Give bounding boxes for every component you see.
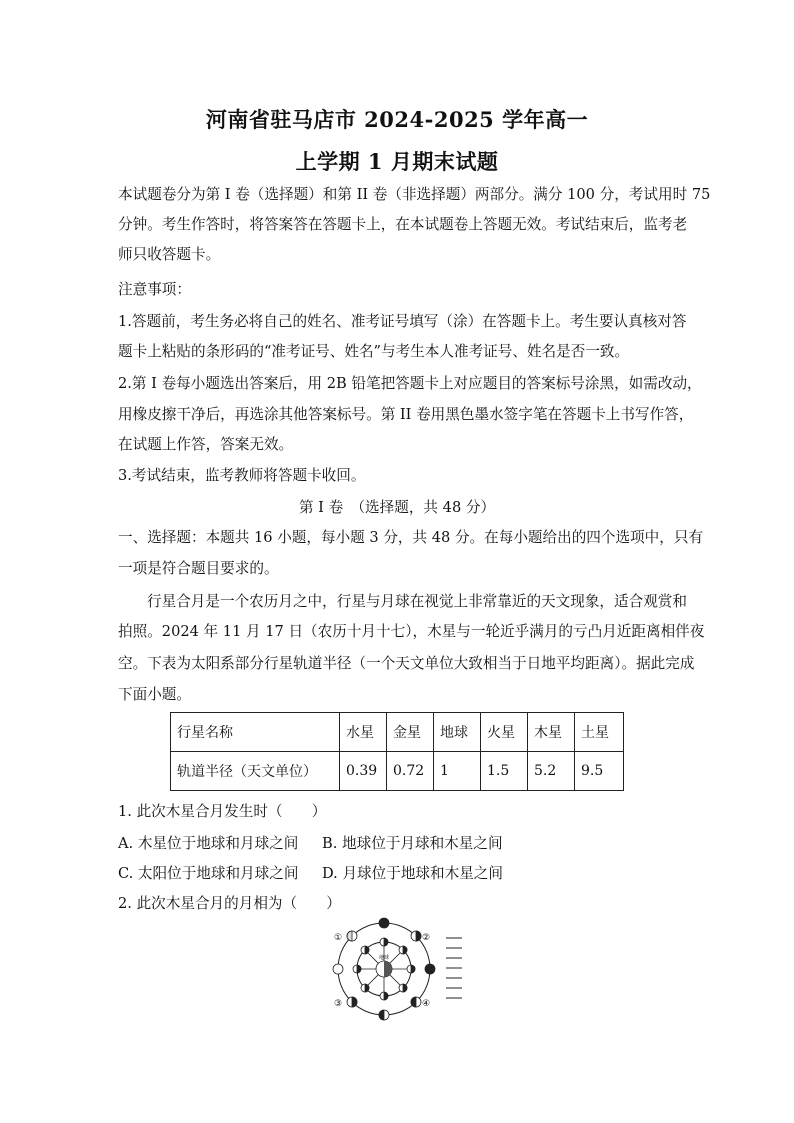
notice-line: 2.第 I 卷每小题选出答案后，用 2B 铅笔把答题卡上对应题目的答案标号涂黑，如需改动， bbox=[118, 375, 702, 392]
intro-line: 本试题卷分为第 I 卷（选择题）和第 II 卷（非选择题）两部分。满分 100 分，考试用时 75 bbox=[118, 186, 711, 203]
table-cell: 轨道半径（天文单位） bbox=[171, 752, 340, 791]
sunlight-rays bbox=[446, 938, 462, 998]
marker-2: ② bbox=[422, 933, 431, 943]
exam-title-line2: 上学期 1 月期末试题 bbox=[295, 149, 499, 174]
section-intro-line: 一项是符合题目要求的。 bbox=[118, 560, 279, 577]
marker-3: ③ bbox=[334, 999, 343, 1009]
passage-line: 空。下表为太阳系部分行星轨道半径（一个天文单位大致相当于日地平均距离）。据此完成 bbox=[118, 655, 695, 672]
section-intro-line: 一、选择题：本题共 16 小题，每小题 3 分，共 48 分。在每小题给出的四个选项中，只有 bbox=[118, 529, 704, 546]
notice-line: 3.考试结束，监考教师将答题卡收回。 bbox=[118, 467, 366, 484]
table-row bbox=[171, 752, 624, 791]
question-1-option-b: B. 地球位于月球和木星之间 bbox=[322, 835, 503, 852]
notice-line: 1.答题前，考生务必将自己的姓名、准考证号填写（涂）在答题卡上。考生要认真核对答 bbox=[118, 313, 687, 330]
planet-orbit-table bbox=[170, 712, 624, 791]
table-header-cell: 木星 bbox=[528, 713, 575, 752]
question-1-option-d: D. 月球位于地球和木星之间 bbox=[322, 865, 503, 882]
marker-4: ④ bbox=[422, 999, 431, 1009]
question-2-stem: 2. 此次木星合月的月相为（ ） bbox=[118, 895, 341, 912]
table-cell: 0.72 bbox=[387, 752, 434, 791]
moon-phase-diagram bbox=[326, 916, 476, 1022]
table-cell: 9.5 bbox=[575, 752, 624, 791]
notice-label: 注意事项： bbox=[118, 281, 191, 298]
question-1-option-a: A. 木星位于地球和月球之间 bbox=[118, 835, 299, 852]
table-header-cell: 土星 bbox=[575, 713, 624, 752]
table-row bbox=[171, 713, 624, 752]
table-header-cell: 地球 bbox=[434, 713, 481, 752]
exam-title-line1: 河南省驻马店市 2024-2025 学年高一 bbox=[205, 107, 589, 132]
table-header-cell: 水星 bbox=[340, 713, 387, 752]
intro-line: 师只收答题卡。 bbox=[118, 246, 221, 263]
table-header-cell: 行星名称 bbox=[171, 713, 340, 752]
notice-line: 用橡皮擦干净后，再选涂其他答案标号。第 II 卷用黑色墨水签字笔在答题卡上书写作答， bbox=[118, 406, 694, 423]
passage-line: 拍照。2024 年 11 月 17 日（农历十月十七），木星与一轮近乎满月的亏凸月近距离相伴夜 bbox=[118, 623, 705, 640]
marker-1: ① bbox=[334, 933, 343, 943]
table-header-cell: 火星 bbox=[481, 713, 528, 752]
section-title: 第 I 卷 （选择题，共 48 分） bbox=[298, 499, 496, 516]
intro-line: 分钟。考生作答时，将答案答在答题卡上，在本试题卷上答题无效。考试结束后，监考老 bbox=[118, 216, 688, 233]
table-cell: 0.39 bbox=[340, 752, 387, 791]
earth-label: 地球 bbox=[378, 955, 390, 961]
table-cell: 1.5 bbox=[481, 752, 528, 791]
question-1-option-c: C. 太阳位于地球和月球之间 bbox=[118, 865, 299, 882]
passage-line: 行星合月是一个农历月之中，行星与月球在视觉上非常靠近的天文现象，适合观赏和 bbox=[147, 593, 687, 610]
passage-line: 下面小题。 bbox=[118, 686, 191, 703]
table-header-cell: 金星 bbox=[387, 713, 434, 752]
question-1-stem: 1. 此次木星合月发生时（ ） bbox=[118, 803, 327, 820]
table-cell: 5.2 bbox=[528, 752, 575, 791]
notice-line: 题卡上粘贴的条形码的“准考证号、姓名”与考生本人准考证号、姓名是否一致。 bbox=[118, 343, 630, 360]
notice-line: 在试题上作答，答案无效。 bbox=[118, 436, 294, 453]
table-cell: 1 bbox=[434, 752, 481, 791]
